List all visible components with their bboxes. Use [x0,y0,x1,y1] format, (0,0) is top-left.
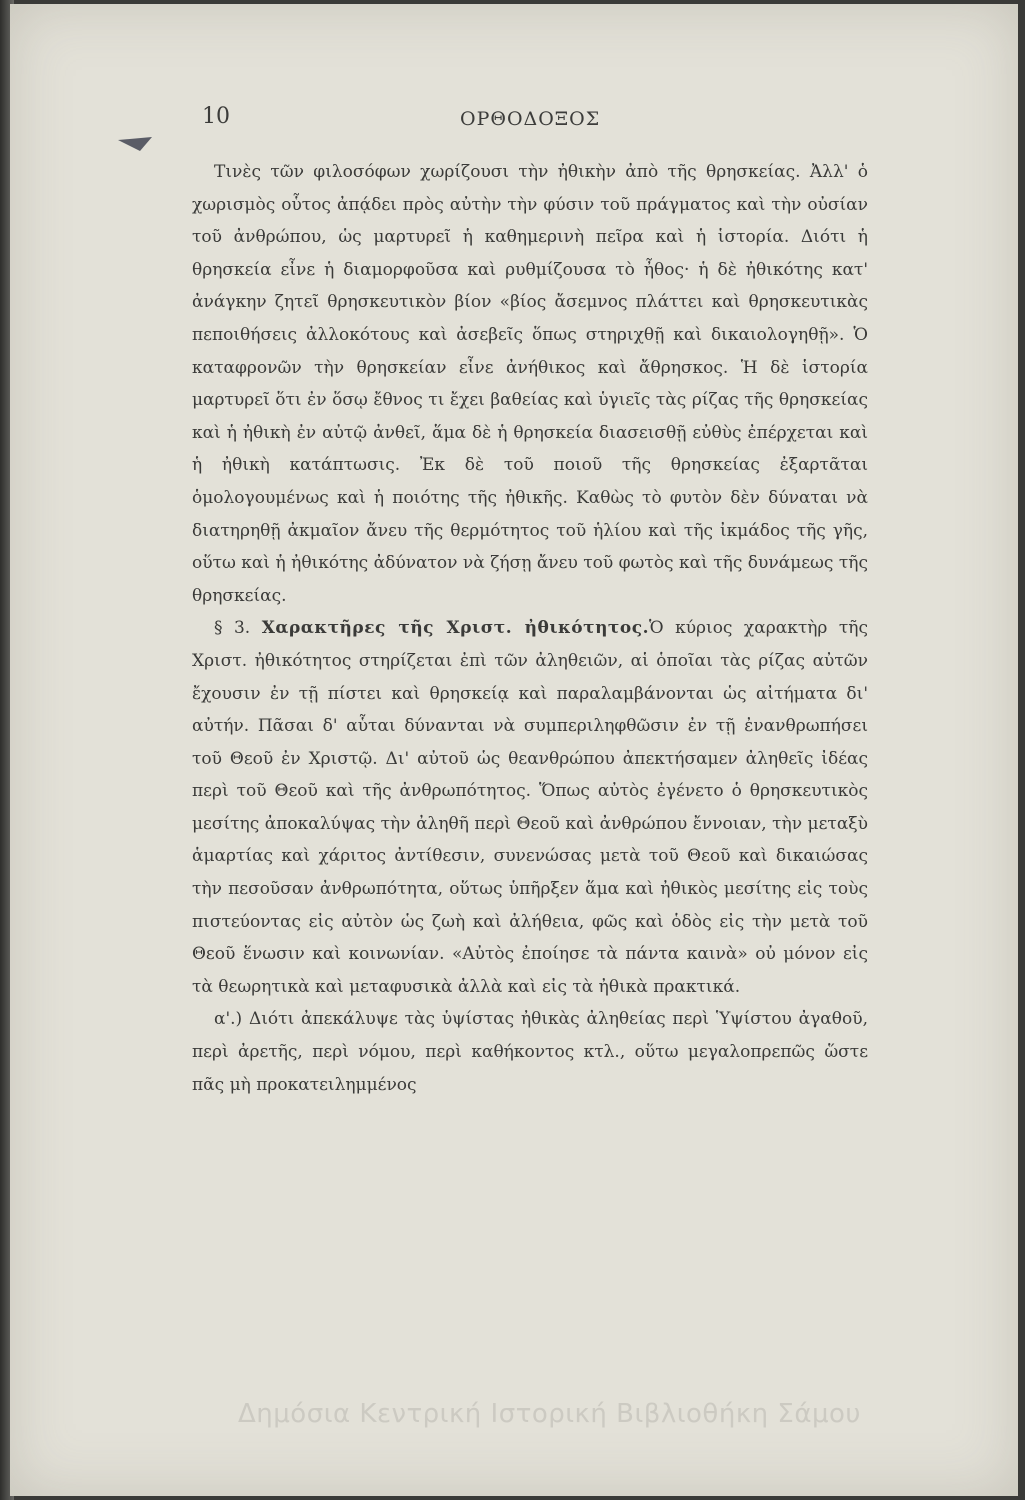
running-head: ΟΡΘΟΔΟΞΟΣ [460,108,601,130]
paragraph-section-3 [192,612,868,1003]
paragraph-alpha: α'.) Διότι ἀπεκάλυψε τὰς ὑψίστας ἠθικὰς ἀληθείας περὶ Ὑψίστου ἀγαθοῦ, περὶ ἀρετῆς, περὶ νόμου, περὶ καθήκοντος κτλ., οὕτω μεγαλοπρεπῶς ὥστε πᾶς μὴ προκατειλημμένος [192,1009,868,1095]
body-text [192,156,868,1101]
section-number: § 3. [214,618,251,639]
library-watermark: Δημόσια Κεντρική Ιστορική Βιβλιοθήκη Σάμου [238,1399,861,1429]
section-heading: Χαρακτῆρες τῆς Χριστ. ἠθικότητος. [261,618,649,639]
paragraph-ethics-religion: Τινὲς τῶν φιλοσόφων χωρίζουσι τὴν ἠθικὴν ἀπὸ τῆς θρησκείας. Ἀλλ' ὁ χωρισμὸς οὗτος ἀπᾴδει πρὸς αὐτὴν τὴν φύσιν τοῦ πράγματος καὶ τὴν οὐσίαν τοῦ ἀνθρώπου, ὡς μαρτυρεῖ ἡ καθημερινὴ πεῖρα καὶ ἡ ἱστορία. Διότι ἡ θρησκεία εἶνε ἡ διαμορφοῦσα καὶ ρυθμίζουσα τὸ ἦθος· ἡ δὲ ἠθικότης κατ' ἀνάγκην ζητεῖ θρησκευτικὸν βίον «βίος ἄσεμνος πλάττει καὶ θρησκευτικὰς πεποιθήσεις ἀλλοκότους καὶ ἀσεβεῖς ὅπως στηριχθῇ καὶ δικαιολογηθῇ». Ὁ καταφρονῶν τὴν θρησκείαν εἶνε ἀνήθικος καὶ ἄθρησκος. Ἡ δὲ ἱστορία μαρτυρεῖ ὅτι ἐν ὅσῳ ἔθνος τι ἔχει βαθείας καὶ ὑγιεῖς τὰς ρίζας τῆς θρησκείας καὶ ἡ ἠθικὴ ἐν αὐτῷ ἀνθεῖ, ἅμα δὲ ἡ θρησκεία διασεισθῇ εὐθὺς ἐπέρχεται καὶ ἡ ἠθικὴ κατάπτωσις. Ἐκ δὲ τοῦ ποιοῦ τῆς θρησκείας ἐξαρτᾶται ὁμολογουμένως καὶ ἡ ποιότης τῆς ἠθικῆς. Καθὼς τὸ φυτὸν δὲν δύναται νὰ διατηρηθῇ ἀκμαῖον ἄνευ τῆς θερμότητος τοῦ ἡλίου καὶ τῆς ἰκμάδος τῆς γῆς, οὕτω καὶ ἡ ἠθικότης ἀδύνατον νὰ ζήσῃ ἄνευ τοῦ φωτὸς καὶ τῆς δυνάμεως τῆς θρησκείας. [192,162,868,606]
page-number: 10 [202,104,230,129]
book-page [10,4,1018,1496]
section-body: Ὁ κύριος χαρακτὴρ τῆς Χριστ. ἠθικότητος στηρίζεται ἐπὶ τῶν ἀληθειῶν, αἱ ὁποῖαι τὰς ρίζας αὐτῶν ἔχουσιν ἐν τῇ πίστει καὶ θρησκείᾳ καὶ παραλαμβάνονται ὡς αἰτήματα δι' αὐτήν. Πᾶσαι δ' αὗται δύνανται νὰ συμπεριληφθῶσιν ἐν τῇ ἐνανθρωπήσει τοῦ Θεοῦ ἐν Χριστῷ. Δι' αὐτοῦ ὡς θεανθρώπου ἀπεκτήσαμεν ἀληθεῖς ἰδέας περὶ τοῦ Θεοῦ καὶ τῆς ἀνθρωπότητος. Ὅπως αὐτὸς ἐγένετο ὁ θρησκευτικὸς μεσίτης ἀποκαλύψας τὴν ἀληθῆ περὶ Θεοῦ καὶ ἀνθρώπου ἔννοιαν, τὴν μεταξὺ ἁμαρτίας καὶ χάριτος ἀντίθεσιν, συνενώσας μετὰ τοῦ Θεοῦ καὶ δικαιώσας τὴν πεσοῦσαν ἀνθρωπότητα, οὕτως ὑπῆρξεν ἅμα καὶ ἠθικὸς μεσίτης εἰς τοὺς πιστεύοντας εἰς αὐτὸν ὡς ζωὴ καὶ ἀλήθεια, φῶς καὶ ὁδὸς εἰς τὴν μετὰ τοῦ Θεοῦ ἕνωσιν καὶ κοινωνίαν. «Αὐτὸς ἐποίησε τὰ πάντα καινὰ» οὐ μόνον εἰς τὰ θεωρητικὰ καὶ μεταφυσικὰ ἀλλὰ καὶ εἰς τὰ ἠθικὰ πρακτικά. [192,618,868,997]
scan-mark-icon [118,137,152,151]
